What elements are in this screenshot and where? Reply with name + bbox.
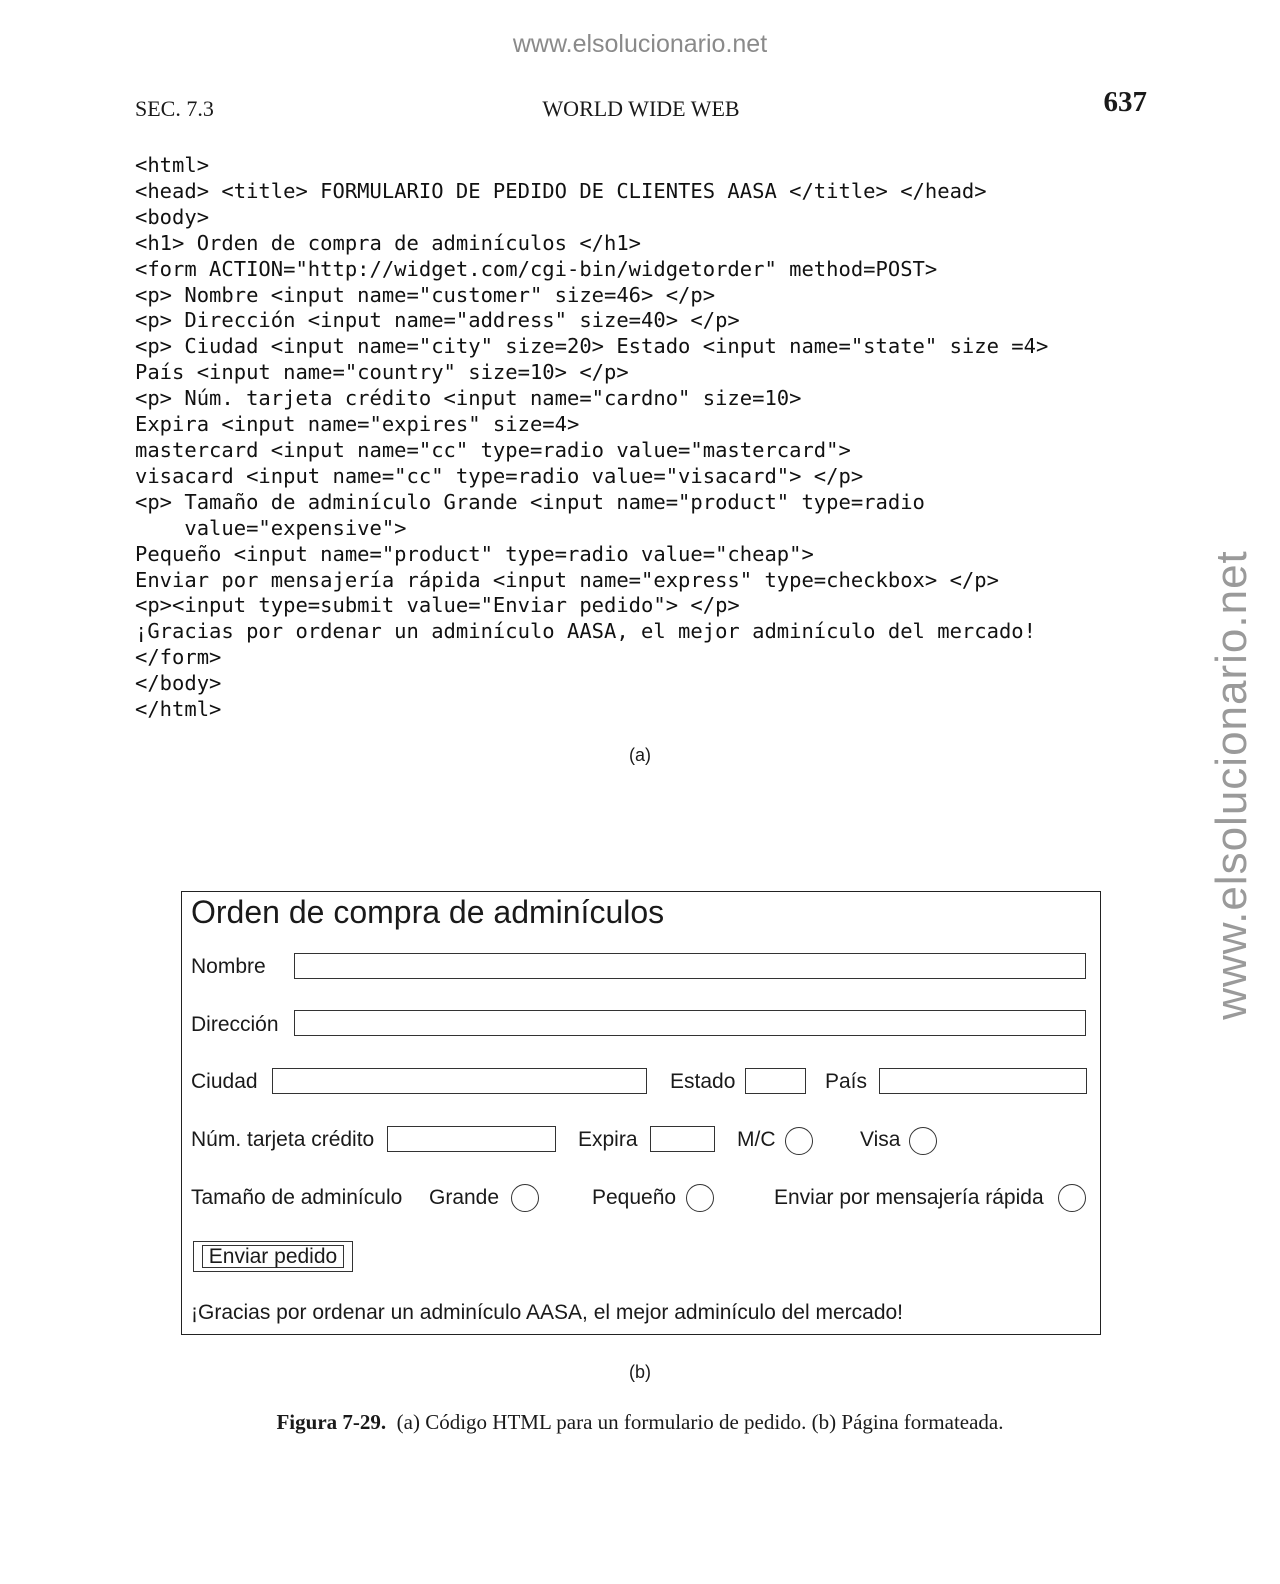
running-head — [135, 86, 1147, 126]
nombre-label: Nombre — [191, 955, 266, 978]
code-line: <h1> Orden de compra de adminículos </h1> — [135, 230, 642, 255]
code-line: mastercard <input name="cc" type=radio value="mastercard"> — [135, 437, 851, 462]
express-checkbox[interactable] — [1058, 1184, 1086, 1212]
nombre-input[interactable] — [294, 953, 1086, 979]
direccion-input[interactable] — [294, 1010, 1086, 1036]
mastercard-radio[interactable] — [785, 1127, 813, 1155]
code-line: <p> Tamaño de adminículo Grande <input name="product" type=radio — [135, 489, 925, 514]
thanks-message: ¡Gracias por ordenar un adminículo AASA, el mejor adminículo del mercado! — [191, 1301, 904, 1324]
html-code-listing — [135, 153, 1048, 723]
code-line: <p> Dirección <input name="address" size=40> </p> — [135, 308, 740, 333]
pais-label: País — [825, 1070, 868, 1093]
express-label: Enviar por mensajería rápida — [774, 1186, 1044, 1209]
estado-input[interactable] — [745, 1068, 806, 1094]
code-line: </html> — [135, 697, 222, 722]
code-line: </form> — [135, 645, 222, 670]
code-line: Expira <input name="expires" size=4> — [135, 412, 580, 437]
code-line: value="expensive"> — [135, 515, 407, 540]
code-line: Enviar por mensajería rápida <input name="express" type=checkbox> </p> — [135, 567, 999, 592]
pequeno-radio[interactable] — [686, 1184, 714, 1212]
submit-button-label: Enviar pedido — [202, 1245, 344, 1268]
caption-b: (b) — [629, 1362, 651, 1382]
visa-label: Visa — [860, 1128, 901, 1151]
code-line: <html> — [135, 153, 210, 177]
chapter-title: WORLD WIDE WEB — [542, 96, 740, 121]
tarjeta-label: Núm. tarjeta crédito — [191, 1128, 375, 1151]
figure-text: (a) Código HTML para un formulario de pedido. (b) Página formateada. — [396, 1410, 1004, 1434]
code-line: <p> Nombre <input name="customer" size=46> </p> — [135, 282, 716, 307]
grande-radio[interactable] — [511, 1184, 539, 1212]
code-line: visacard <input name="cc" type=radio value="visacard"> </p> — [135, 463, 864, 488]
section-label: SEC. 7.3 — [135, 96, 214, 121]
grande-label: Grande — [429, 1186, 500, 1209]
code-line: Pequeño <input name="product" type=radio value="cheap"> — [135, 541, 814, 566]
code-line: <head> <title> FORMULARIO DE PEDIDO DE CLIENTES AASA </title> </head> — [135, 178, 987, 203]
expira-input[interactable] — [650, 1126, 715, 1152]
form-title: Orden de compra de adminículos — [191, 894, 665, 930]
tarjeta-input[interactable] — [387, 1126, 556, 1152]
caption-a: (a) — [629, 745, 651, 765]
code-line: </body> — [135, 671, 222, 696]
page-number: 637 — [1103, 86, 1147, 118]
tamano-label: Tamaño de adminículo — [191, 1186, 403, 1209]
pequeno-label: Pequeño — [592, 1186, 677, 1209]
pais-input[interactable] — [879, 1068, 1087, 1094]
code-line: <body> — [135, 204, 210, 229]
direccion-label: Dirección — [191, 1013, 279, 1036]
submit-button[interactable] — [193, 1241, 353, 1272]
figure-label: Figura 7-29. — [276, 1410, 387, 1434]
expira-label: Expira — [578, 1128, 638, 1151]
ciudad-label: Ciudad — [191, 1070, 258, 1093]
formatted-order-form — [181, 891, 1101, 1335]
visa-radio[interactable] — [909, 1127, 937, 1155]
code-line: ¡Gracias por ordenar un adminículo AASA, el mejor adminículo del mercado! — [135, 619, 1036, 644]
figure-caption — [0, 1410, 1280, 1435]
watermark-top: www.elsolucionario.net — [512, 30, 768, 58]
code-line: País <input name="country" size=10> </p> — [135, 360, 629, 385]
mastercard-label: M/C — [737, 1128, 776, 1151]
watermark-side: www.elsolucionario.net — [1207, 550, 1256, 1020]
code-line: <p> Núm. tarjeta crédito <input name="cardno" size=10> — [135, 386, 802, 411]
code-line: <form ACTION="http://widget.com/cgi-bin/widgetorder" method=POST> — [135, 256, 938, 281]
code-line: <p><input type=submit value="Enviar pedido"> </p> — [135, 593, 740, 618]
estado-label: Estado — [670, 1070, 736, 1093]
code-line: <p> Ciudad <input name="city" size=20> Estado <input name="state" size =4> — [135, 334, 1049, 359]
ciudad-input[interactable] — [272, 1068, 647, 1094]
